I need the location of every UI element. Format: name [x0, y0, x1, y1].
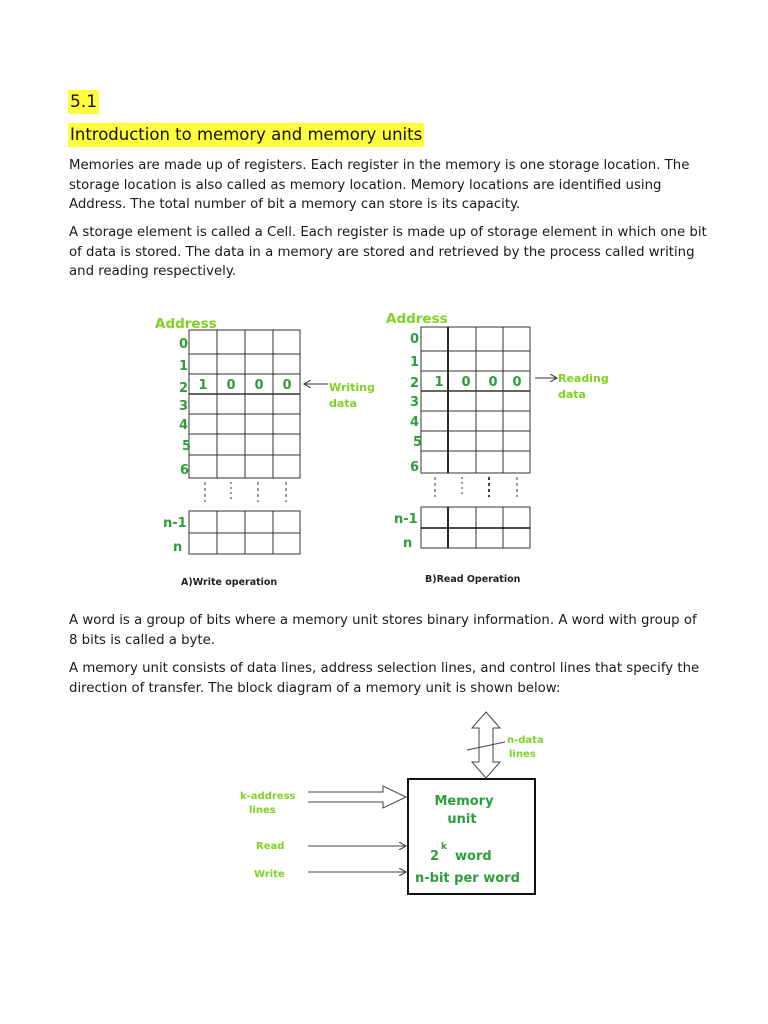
read-line-label: Read — [256, 841, 285, 852]
read-row-label: 1 — [410, 355, 420, 370]
paragraph-memory-unit: A memory unit consists of data lines, address selection lines, and control lines that specify the direction of transfer. The block diagram of a memory unit is shown below: — [69, 661, 700, 696]
write-arrow-label: data — [329, 397, 357, 410]
data-lines-label: lines — [509, 749, 536, 760]
section-title: Introduction to memory and memory units — [68, 123, 424, 147]
write-data-bit: 0 — [282, 378, 292, 393]
read-row-label: n — [403, 536, 413, 551]
read-data-bit: 0 — [488, 375, 498, 390]
read-operation-diagram — [386, 311, 609, 585]
write-row-label: 3 — [179, 399, 189, 414]
write-row-label: 1 — [179, 359, 189, 374]
memory-unit-diagram — [240, 712, 544, 894]
write-address-label: Address — [155, 316, 217, 332]
read-data-bit: 1 — [434, 375, 444, 390]
read-row-label: 5 — [413, 435, 423, 450]
read-address-label: Address — [386, 311, 448, 327]
read-arrow-label: data — [558, 388, 586, 401]
capacity-exponent: k — [441, 842, 447, 852]
write-row-label: 4 — [179, 418, 189, 433]
write-row-label: 5 — [182, 439, 192, 454]
read-row-label: 2 — [410, 376, 420, 391]
section-number: 5.1 — [70, 92, 98, 112]
paragraph-word: A word is a group of bits where a memory unit stores binary information. A word with group of 8 bits is called a byte. — [69, 613, 697, 648]
memory-unit-title: Memory — [434, 794, 494, 809]
address-lines-label: lines — [249, 805, 276, 816]
read-memory-grid — [421, 327, 530, 548]
address-lines-label: k-address — [240, 791, 296, 802]
read-row-label: 6 — [410, 460, 420, 475]
capacity-base: 2 — [430, 849, 440, 864]
write-memory-grid — [189, 330, 300, 554]
read-row-label: 0 — [410, 332, 420, 347]
write-line-label: Write — [254, 869, 285, 880]
memory-unit-title: unit — [447, 812, 477, 827]
data-lines-label: n-data — [507, 735, 544, 746]
paragraph-registers: Memories are made up of registers. Each register in the memory is one storage location. The storage location is also called as memory location. Memory locations are identified using Address. The total number of bit a memory can store is its capacity. — [69, 158, 690, 212]
data-lines-arrow-icon — [472, 712, 500, 778]
write-operation-diagram — [155, 316, 375, 588]
read-caption: B)Read Operation — [425, 574, 521, 585]
capacity-word: word — [455, 849, 492, 864]
write-row-label: 6 — [180, 463, 190, 478]
write-data-bit: 0 — [254, 378, 264, 393]
data-lines-slash-icon — [467, 742, 505, 750]
read-row-label: 3 — [410, 395, 420, 410]
write-row-label: n-1 — [163, 516, 187, 531]
write-data-bit: 0 — [226, 378, 236, 393]
read-data-bit: 0 — [512, 375, 522, 390]
bits-per-word: n-bit per word — [415, 871, 520, 886]
write-caption: A)Write operation — [181, 577, 278, 588]
write-row-label: 0 — [179, 337, 189, 352]
read-data-bit: 0 — [461, 375, 471, 390]
paragraph-storage-element: A storage element is called a Cell. Each register is made up of storage element in which one bit of data is stored. The data in a memory are stored and retrieved by the process called writing and reading respectively. — [69, 225, 707, 279]
read-row-label: n-1 — [394, 512, 418, 527]
write-data-bit: 1 — [198, 378, 208, 393]
address-lines-arrow-icon — [308, 786, 406, 808]
write-arrow-label: Writing — [329, 381, 375, 394]
write-row-label: 2 — [179, 381, 189, 396]
write-row-label: n — [173, 540, 183, 555]
read-row-label: 4 — [410, 415, 420, 430]
read-arrow-label: Reading — [558, 372, 609, 385]
